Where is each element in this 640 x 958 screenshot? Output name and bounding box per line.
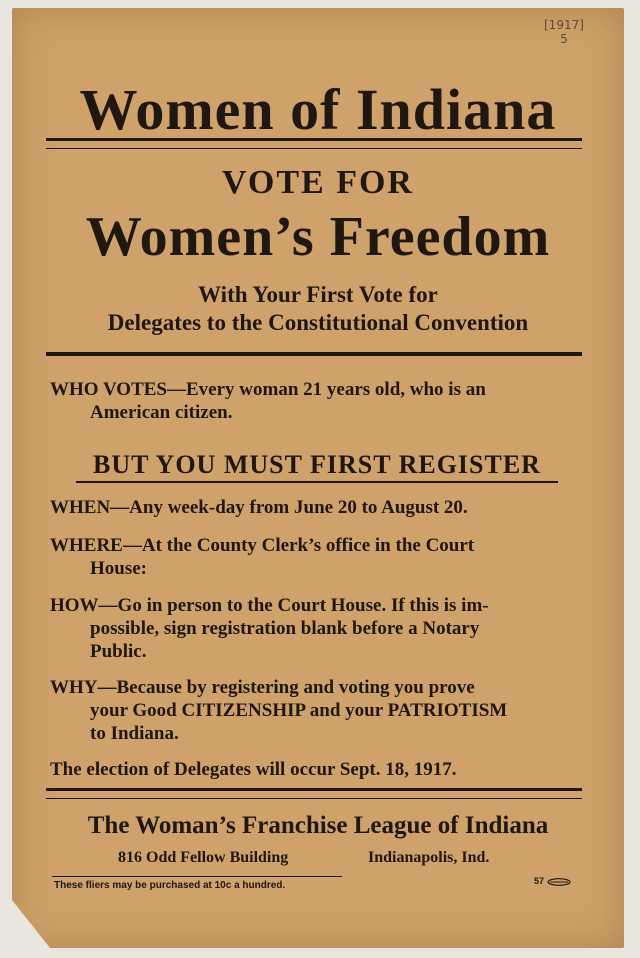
subtitle-line-1: With Your First Vote for [198, 282, 438, 307]
why-text: WHY—Because by registering and voting you prove [50, 677, 475, 698]
vote-for-heading: VOTE FOR [222, 164, 414, 201]
how-continuation-2: Public. [90, 641, 147, 662]
footnote-text: These fliers may be purchased at 10c a hundred. [54, 880, 286, 891]
why-paragraph [50, 676, 585, 745]
who-votes-continuation: American citizen. [90, 402, 233, 423]
where-paragraph [50, 534, 585, 580]
printer-union-mark [534, 876, 571, 886]
who-votes-text: WHO VOTES—Every woman 21 years old, who is an [50, 379, 486, 400]
poster-sheet [12, 8, 624, 948]
poster-title: Women of Indiana [79, 77, 557, 142]
union-bug-icon [547, 878, 571, 886]
union-mark-number: 57 [534, 876, 545, 886]
footnote-divider [52, 876, 342, 877]
election-date-paragraph [50, 758, 585, 781]
subtitle-line-2: Delegates to the Constitutional Convention [107, 310, 529, 335]
footer-divider [46, 788, 582, 799]
how-paragraph [50, 594, 585, 663]
register-heading: BUT YOU MUST FIRST REGISTER [76, 450, 558, 483]
how-text: HOW—Go in person to the Court House. If this is im- [50, 595, 489, 616]
how-continuation-1: possible, sign registration blank before a Notary [90, 618, 480, 639]
womens-freedom-headline: Women’s Freedom [85, 206, 551, 268]
section-divider [46, 352, 582, 356]
why-continuation-2: to Indiana. [90, 723, 179, 744]
title-divider [46, 138, 582, 149]
where-text: WHERE—At the County Clerk’s office in the Court [50, 535, 475, 556]
why-continuation-1: your Good CITIZENSHIP and your PATRIOTISM [90, 700, 508, 721]
when-paragraph [50, 496, 585, 519]
when-text: WHEN—Any week-day from June 20 to August 20. [50, 497, 468, 518]
who-votes-paragraph [50, 378, 585, 424]
archival-date-note: [1917] 5 [544, 18, 584, 46]
address-building: 816 Odd Fellow Building [118, 849, 289, 866]
election-date-text: The election of Delegates will occur Sept. 18, 1917. [50, 759, 457, 780]
league-name: The Woman’s Franchise League of Indiana [87, 812, 549, 839]
where-continuation: House: [90, 558, 147, 579]
address-city: Indianapolis, Ind. [368, 849, 490, 866]
